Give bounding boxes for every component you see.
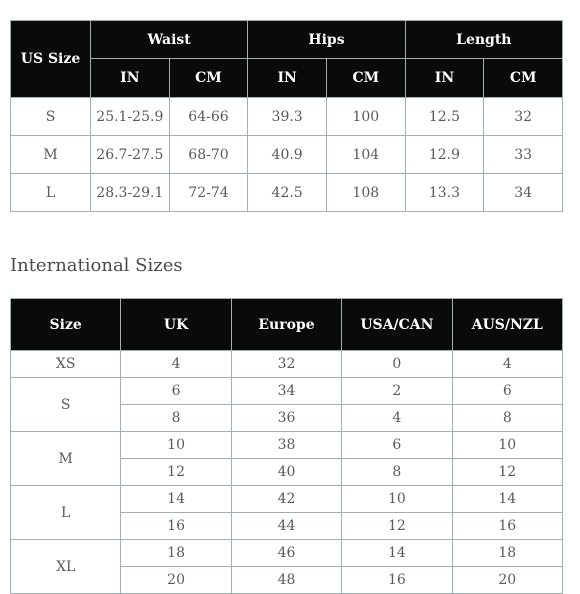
table-cell: 10 [452,432,562,459]
table-cell: 16 [121,513,231,540]
international-sizes-heading: International Sizes [10,255,183,276]
table-row [11,136,563,174]
europe-header: Europe [231,299,341,351]
table-cell: 38 [231,432,341,459]
table-cell: 8 [121,405,231,432]
table-cell: 6 [452,378,562,405]
hips-in-header: IN [248,59,327,98]
table-cell: 42 [231,486,341,513]
table-cell: 100 [326,98,405,136]
size-header: Size [11,299,121,351]
table-cell: 16 [342,567,452,594]
table-cell: 8 [452,405,562,432]
table-cell: 20 [452,567,562,594]
table-cell: 12 [121,459,231,486]
table-cell: 4 [452,351,562,378]
table-cell: 8 [342,459,452,486]
table-cell: 18 [121,540,231,567]
size-cell: L [11,486,121,540]
table-cell: 14 [342,540,452,567]
table-cell: 28.3-29.1 [91,174,170,212]
uk-header: UK [121,299,231,351]
length-in-header: IN [405,59,484,98]
table-row [11,98,563,136]
length-header: Length [405,21,562,59]
table-cell: 32 [484,98,563,136]
waist-in-header: IN [91,59,170,98]
table-cell: 10 [342,486,452,513]
table-cell: 33 [484,136,563,174]
table-cell: 48 [231,567,341,594]
usa-can-header: USA/CAN [342,299,452,351]
table-cell: 34 [484,174,563,212]
table-cell: 6 [342,432,452,459]
table-cell: 18 [452,540,562,567]
table-cell: 4 [121,351,231,378]
table-cell: 104 [326,136,405,174]
table-cell: 14 [452,486,562,513]
table-cell: 4 [342,405,452,432]
size-cell: S [11,98,91,136]
table-row [11,351,563,378]
size-cell: L [11,174,91,212]
table-cell: 46 [231,540,341,567]
us-size-header: US Size [11,21,91,98]
table-cell: 2 [342,378,452,405]
table-row [11,174,563,212]
table-cell: 34 [231,378,341,405]
size-cell: M [11,136,91,174]
table-cell: 72-74 [169,174,248,212]
table-row [11,540,563,567]
table-cell: 12.9 [405,136,484,174]
table-cell: 26.7-27.5 [91,136,170,174]
hips-header: Hips [248,21,405,59]
table-cell: 13.3 [405,174,484,212]
table-cell: 40.9 [248,136,327,174]
table-cell: 12 [452,459,562,486]
waist-header: Waist [91,21,248,59]
table-cell: 44 [231,513,341,540]
table-row [11,378,563,405]
table-cell: 64-66 [169,98,248,136]
table-cell: 6 [121,378,231,405]
hips-cm-header: CM [326,59,405,98]
table-cell: 10 [121,432,231,459]
table-cell: 16 [452,513,562,540]
table-cell: 20 [121,567,231,594]
table-cell: 108 [326,174,405,212]
length-cm-header: CM [484,59,563,98]
table-cell: 12.5 [405,98,484,136]
table-cell: 68-70 [169,136,248,174]
size-cell: S [11,378,121,432]
size-cell: XS [11,351,121,378]
us-size-table [10,20,563,212]
table-cell: 12 [342,513,452,540]
aus-nzl-header: AUS/NZL [452,299,562,351]
table-cell: 32 [231,351,341,378]
table-cell: 40 [231,459,341,486]
table-cell: 14 [121,486,231,513]
size-cell: M [11,432,121,486]
size-cell: XL [11,540,121,594]
international-size-table [10,298,563,594]
table-cell: 25.1-25.9 [91,98,170,136]
waist-cm-header: CM [169,59,248,98]
table-row [11,486,563,513]
table-cell: 0 [342,351,452,378]
table-cell: 39.3 [248,98,327,136]
table-cell: 36 [231,405,341,432]
table-row [11,432,563,459]
table-cell: 42.5 [248,174,327,212]
